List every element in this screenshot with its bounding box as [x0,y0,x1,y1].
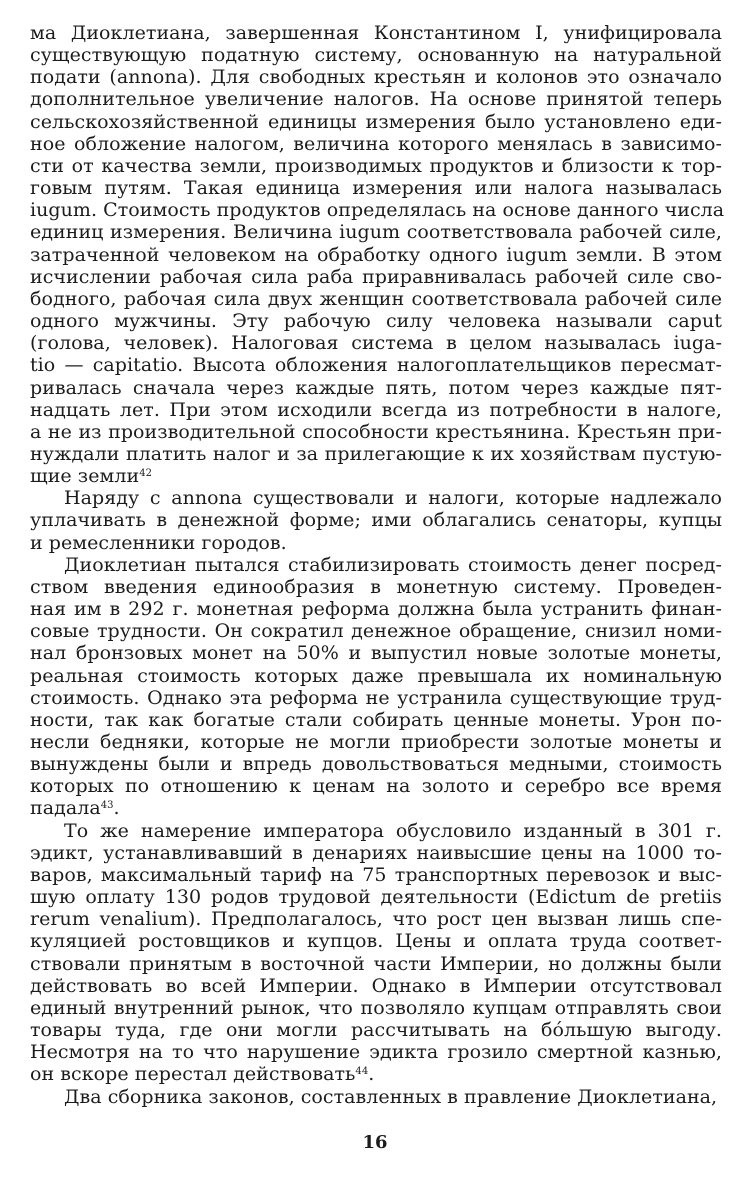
text-line: единиц измерения. Величина iugum соответствовала рабочей силе, [30,221,722,244]
paragraph-last-line [30,465,722,487]
text-line-content: и ремесленники городов. [30,531,287,554]
page-text-body [30,22,725,1108]
paragraph [30,820,722,1086]
text-line: (голова, человек). Налоговая система в целом называлась iuga- [30,332,722,355]
text-line-content: щие земли [30,465,140,488]
text-line: уплачивать в денежной форме; ими облагались сенаторы, купцы [30,509,722,532]
paragraph [30,487,722,553]
text-line: товары туда, где они могли рассчитывать на бóльшую выгоду. [30,1019,722,1042]
text-line: ная им в 292 г. монетная реформа должна была устранить финан- [30,598,722,621]
text-line: которых по отношению к ценам на золото и серебро все время [30,775,722,798]
text-line: нал бронзовых монет на 50% и выпустил новые золотые монеты, [30,642,722,665]
text-line: Несмотря на то что нарушение эдикта грозило смертной казнью, [30,1041,722,1064]
text-line: бодного, рабочая сила двух женщин соответствовала рабочей силе [30,287,722,310]
text-line: ма Диоклетиана, завершенная Константином I, унифицировала [30,22,722,44]
text-line: варов, максимальный тариф на 75 транспортных перевозок и выс- [30,863,722,886]
text-line: дополнительное увеличение налогов. На основе принятой теперь [30,88,722,111]
text-line: действовать во всей Империи. Однако в Империи отсутствовал [30,974,722,997]
text-line: ствовали принятым в восточной части Империи, но должны были [30,952,722,975]
text-line: Наряду с annona существовали и налоги, которые надлежало [64,487,722,510]
text-line: нуждали платить налог и за прилегающие к их хозяйствам пустую- [30,442,722,465]
text-line: Диоклетиан пытался стабилизировать стоимость денег посред- [64,553,722,576]
text-line: iugum. Стоимость продуктов определялась на основе данного числа [30,199,725,222]
paragraph [30,1086,722,1108]
footnote-ref: 44 [355,1066,369,1078]
text-line: единый внутренний рынок, что позволяло купцам отправлять свои [30,996,722,1019]
text-line: Два сборника законов, составленных в правление Диоклетиана, [64,1085,718,1108]
text-line: tio — capitatio. Высота обложения налогоплательщиков пересмат- [30,354,722,377]
page-number: 16 [362,1132,388,1153]
text-line: сельскохозяйственной единицы измерения было установлено еди- [30,110,722,133]
text-line: rerum venalium). Предполагалось, что рост цен вызван лишь спе- [30,908,722,931]
text-line: ное обложение налогом, величина которого менялась в зависимо- [30,132,722,155]
trailing-punctuation: . [113,797,120,820]
paragraph [30,22,725,488]
text-line: эдикт, устанавливавший в денариях наивысшие цены на 1000 то- [30,841,722,864]
text-line: ривалась сначала через каждые пять, потом через каждые пят- [30,376,722,399]
text-line: затраченной человеком на обработку одного iugum земли. В этом [30,243,722,266]
paragraph [30,554,722,820]
text-line: исчислении рабочая сила раба приравнивалась рабочей силе сво- [30,265,722,288]
text-line: несли бедняки, которые не могли приобрести золотые монеты и [30,731,722,753]
text-line: шую оплату 130 родов трудовой деятельности (Edictum de pretiis [30,886,722,909]
text-line: То же намерение императора обусловило изданный в 301 г. [64,819,722,842]
text-line: сти от качества земли, производимых продуктов и близости к тор- [30,154,722,177]
paragraph-last-line [30,797,722,819]
text-line: а не из производительной способности крестьянина. Крестьян при- [30,420,722,443]
footnote-ref: 42 [139,468,153,480]
text-line: реальная стоимость которых даже превышала их номинальную [30,664,722,687]
text-line-content: он вскоре перестал действовать [30,1063,356,1086]
text-line: стоимость. Однако эта реформа не устранила существующие труд- [30,686,722,709]
text-line: ности, так как богатые стали собирать ценные монеты. Урон по- [30,708,722,731]
text-line: говым путям. Такая единица измерения или налога называлась [30,177,722,200]
text-line-content: падала [30,797,101,820]
footnote-ref: 43 [100,800,114,812]
text-line: ством введения единообразия в монетную систему. Проведен- [30,575,722,598]
text-line: совые трудности. Он сократил денежное обращение, снизил номи- [30,620,722,643]
paragraph-last-line [30,1063,722,1085]
text-line: надцать лет. При этом исходили всегда из потребности в налоге, [30,398,722,421]
text-line: подати (annona). Для свободных крестьян и колонов это означало [30,66,722,89]
text-line: куляцией ростовщиков и купцов. Цены и оплата труда соответ- [30,930,722,953]
text-line: одного мужчины. Эту рабочую силу человека называли caput [30,310,722,333]
paragraph-last-line [30,532,722,554]
trailing-punctuation: . [368,1063,375,1086]
text-line: существующую податную систему, основанную на натуральной [30,44,722,67]
text-line: вынуждены были и впредь довольствоваться медными, стоимость [30,753,722,776]
